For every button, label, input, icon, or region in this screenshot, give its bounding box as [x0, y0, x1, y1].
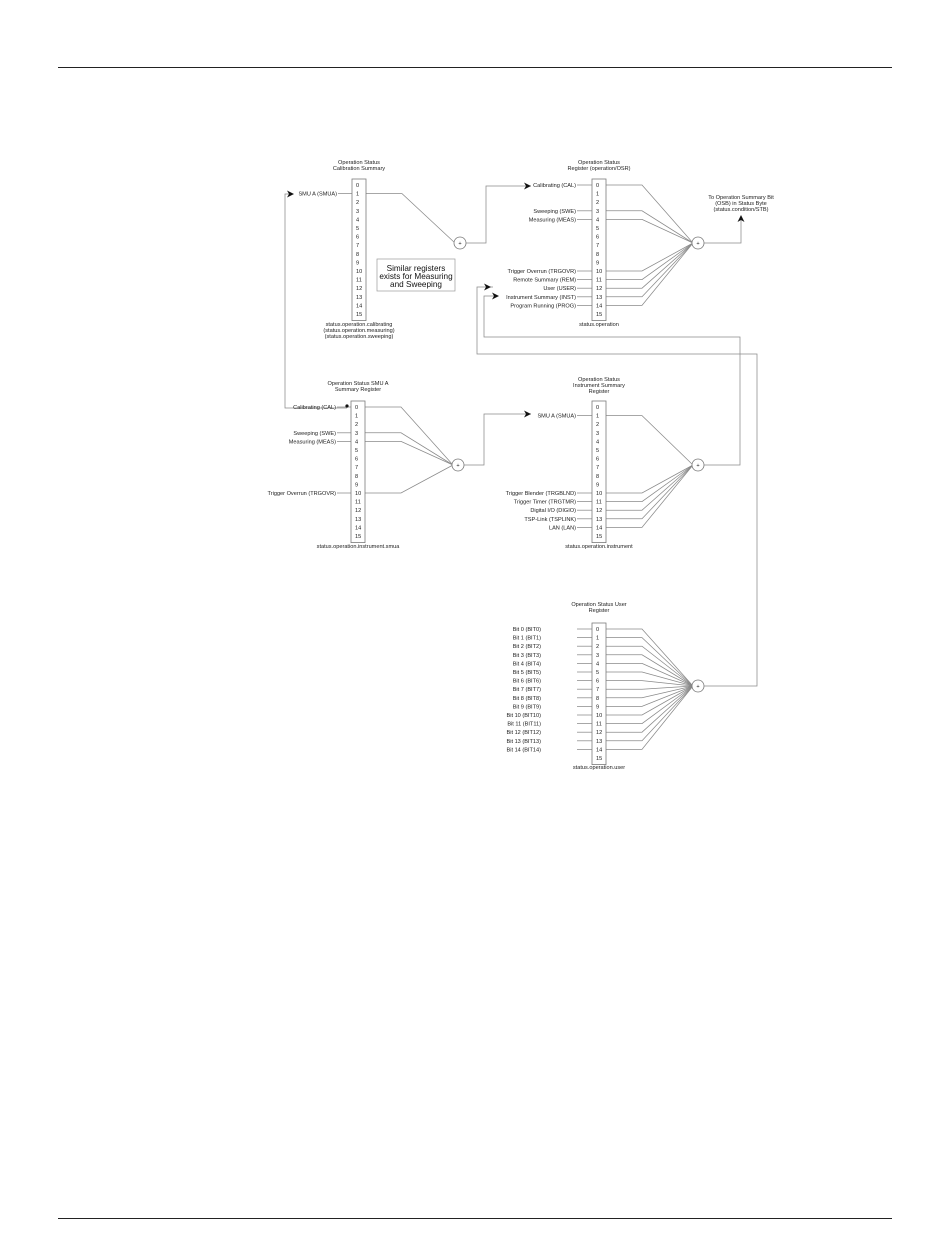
output-label-line: To Operation Summary Bit	[708, 195, 774, 201]
bit-number: 15	[596, 312, 603, 318]
smua-to-instrument-wire	[464, 414, 531, 465]
summary-symbol: +	[696, 684, 700, 690]
bit-number: 5	[355, 448, 359, 454]
input-label: Bit 10 (BIT10)	[506, 713, 541, 719]
input-label: Program Running (PROG)	[510, 303, 576, 310]
input-label: Bit 12 (BIT12)	[506, 730, 541, 737]
input-label: Remote Summary (REM)	[513, 277, 576, 284]
input-label: Calibrating (CAL)	[533, 183, 576, 189]
register-title: Register (operation/OSR)	[567, 166, 631, 172]
bit-to-summary-wire	[365, 441, 453, 465]
bit-to-summary-wire	[606, 686, 693, 724]
register-title: Summary Register	[334, 387, 382, 393]
bit-number: 15	[596, 534, 603, 540]
bit-number: 15	[356, 312, 363, 318]
input-label: Calibrating (CAL)	[293, 405, 336, 411]
bit-to-summary-wire	[606, 211, 693, 243]
register-user	[506, 602, 704, 771]
bit-number: 0	[356, 183, 360, 189]
bit-number: 11	[596, 721, 602, 728]
bit-number: 3	[596, 652, 600, 659]
input-label: Bit 6 (BIT6)	[512, 678, 541, 685]
bit-number: 0	[596, 183, 600, 189]
register-title: Register	[588, 608, 610, 614]
bit-number: 9	[596, 482, 600, 489]
bit-number: 14	[596, 303, 603, 310]
register-title: Instrument Summary	[573, 383, 625, 389]
register-caption: status.operation.instrument.smua	[316, 544, 400, 550]
input-label: Bit 8 (BIT8)	[512, 695, 541, 702]
register-title: Calibration Summary	[332, 166, 386, 172]
bit-to-summary-wire	[606, 686, 693, 732]
register-title: Operation Status	[338, 160, 380, 166]
bit-number: 1	[596, 191, 600, 198]
input-label: Bit 5 (BIT5)	[512, 670, 541, 676]
input-label: Sweeping (SWE)	[293, 430, 336, 437]
bit-number: 6	[596, 678, 600, 685]
bit-number: 8	[596, 695, 600, 702]
bit-number: 2	[596, 422, 600, 429]
bit-number: 7	[596, 243, 600, 250]
bit-to-summary-wire	[606, 185, 693, 243]
input-label: Bit 13 (BIT13)	[506, 738, 541, 745]
bit-number: 11	[596, 499, 602, 506]
bit-number: 15	[596, 756, 603, 762]
bit-number: 10	[596, 713, 603, 719]
output-label	[708, 195, 774, 213]
similar-registers-note	[377, 259, 455, 291]
register-caption: (status.operation.sweeping)	[324, 334, 394, 340]
register-instrument-summary	[506, 377, 704, 550]
bit-number: 14	[596, 747, 603, 754]
input-label: Bit 4 (BIT4)	[512, 661, 541, 668]
summary-symbol: +	[696, 241, 700, 247]
register-blocks	[268, 160, 704, 771]
bit-number: 15	[355, 534, 362, 540]
bit-number: 12	[596, 286, 603, 293]
bit-to-summary-wire	[606, 243, 693, 280]
input-label: Measuring (MEAS)	[288, 439, 336, 446]
bit-number: 7	[355, 465, 359, 472]
summary-symbol: +	[456, 463, 460, 469]
input-label: Trigger Blender (TRGBLND)	[505, 491, 576, 497]
bit-number: 13	[596, 516, 603, 523]
bit-number: 7	[356, 243, 360, 250]
bit-number: 10	[596, 269, 603, 275]
bit-number: 8	[355, 473, 359, 480]
bit-number: 4	[596, 217, 600, 224]
bit-to-summary-wire	[606, 686, 693, 741]
bit-number: 3	[596, 208, 600, 215]
bit-number: 14	[596, 525, 603, 532]
bit-number: 5	[356, 226, 360, 232]
input-label: Bit 1 (BIT1)	[512, 635, 541, 642]
input-label: Bit 11 (BIT11)	[507, 721, 541, 728]
bit-to-summary-wire	[606, 243, 693, 297]
bit-number: 9	[596, 260, 600, 267]
bit-to-summary-wire	[606, 681, 693, 686]
junction-dot	[345, 404, 348, 407]
input-label: Instrument Summary (INST)	[506, 294, 576, 301]
bit-number: 3	[596, 430, 600, 437]
note-line: Similar registers	[386, 264, 446, 273]
smua-cal-feedback-wire	[285, 191, 347, 408]
bit-number: 5	[596, 226, 600, 232]
bit-number: 6	[355, 456, 359, 463]
bit-number: 9	[355, 482, 359, 489]
bit-number: 9	[596, 704, 600, 711]
bit-number: 7	[596, 465, 600, 472]
bit-number: 8	[596, 473, 600, 480]
input-label: User (USER)	[543, 286, 576, 293]
note-line: and Sweeping	[390, 280, 442, 289]
bit-number: 4	[596, 661, 600, 668]
bit-number: 5	[596, 448, 600, 454]
bit-number: 12	[355, 508, 362, 515]
bit-number: 1	[596, 635, 600, 642]
bit-number: 8	[596, 251, 600, 258]
register-title: Operation Status	[578, 377, 620, 383]
bit-number: 2	[596, 200, 600, 207]
input-label: SMU A (SMUA)	[298, 191, 337, 198]
summary-symbol: +	[458, 241, 462, 247]
bit-to-summary-wire	[606, 465, 693, 519]
bit-number: 10	[596, 491, 603, 497]
bit-number: 1	[356, 191, 360, 198]
bit-number: 11	[355, 499, 361, 506]
register-title: Operation Status SMU A	[327, 381, 389, 387]
input-label: Trigger Timer (TRGTMR)	[513, 499, 576, 506]
input-label: LAN (LAN)	[548, 525, 576, 532]
bit-number: 10	[356, 269, 363, 275]
bit-number: 11	[596, 277, 602, 284]
bit-number: 1	[596, 413, 600, 420]
summary-symbol: +	[696, 463, 700, 469]
input-label: Bit 0 (BIT0)	[512, 627, 541, 633]
bit-number: 4	[596, 439, 600, 446]
bit-number: 0	[596, 405, 600, 411]
bit-number: 0	[596, 627, 600, 633]
register-smua-summary	[268, 381, 464, 550]
bit-to-summary-wire	[365, 407, 453, 465]
bit-number: 3	[356, 208, 360, 215]
output-label-line: (status.condition/STB)	[713, 207, 769, 213]
bit-to-summary-wire	[606, 219, 693, 243]
bit-to-summary-wire	[606, 416, 693, 465]
bit-to-summary-wire	[366, 194, 455, 243]
bit-number: 12	[596, 508, 603, 515]
input-label: TSP-Link (TSPLINK)	[524, 516, 576, 523]
input-label: Bit 3 (BIT3)	[512, 652, 541, 659]
input-label: Bit 14 (BIT14)	[506, 747, 541, 754]
bit-number: 6	[356, 234, 360, 241]
output-label-line: (OSB) in Status Byte	[715, 201, 767, 207]
input-label: Bit 7 (BIT7)	[512, 687, 541, 694]
register-cal-summary	[298, 160, 466, 340]
register-caption: status.operation.user	[572, 765, 626, 771]
bit-number: 14	[355, 525, 362, 532]
bit-number: 13	[356, 294, 363, 301]
bit-number: 11	[356, 277, 362, 284]
input-label: Trigger Overrun (TRGOVR)	[507, 269, 576, 275]
input-label: Bit 9 (BIT9)	[512, 704, 541, 711]
bit-number: 8	[356, 251, 360, 258]
register-operation	[506, 160, 704, 328]
bit-number: 4	[355, 439, 359, 446]
bit-number: 14	[356, 303, 363, 310]
register-caption: status.operation.calibrating	[325, 322, 393, 328]
bit-number: 6	[596, 456, 600, 463]
register-title: Operation Status	[578, 160, 620, 166]
note-line: exists for Measuring	[379, 272, 453, 281]
bit-number: 2	[356, 200, 360, 207]
bit-number: 0	[355, 405, 359, 411]
bit-to-summary-wire	[365, 465, 453, 493]
bit-number: 6	[596, 234, 600, 241]
bit-number: 2	[355, 422, 359, 429]
bit-to-summary-wire	[365, 433, 453, 465]
bit-number: 10	[355, 491, 362, 497]
bit-to-summary-wire	[606, 638, 693, 686]
register-caption: (status.operation.measuring)	[323, 328, 395, 334]
register-title: Register	[588, 389, 610, 395]
input-label: Bit 2 (BIT2)	[512, 644, 541, 651]
register-caption: status.operation	[579, 322, 619, 328]
bit-to-summary-wire	[606, 465, 693, 502]
register-title: Operation Status User	[571, 602, 627, 608]
operation-output-wire	[704, 217, 741, 243]
bit-number: 13	[596, 738, 603, 745]
input-label: Measuring (MEAS)	[528, 217, 576, 224]
register-caption: status.operation.instrument	[565, 544, 633, 550]
bit-number: 1	[355, 413, 359, 420]
bit-number: 2	[596, 644, 600, 651]
bit-number: 12	[596, 730, 603, 737]
bit-number: 9	[356, 260, 360, 267]
bit-number: 13	[596, 294, 603, 301]
bit-number: 13	[355, 516, 362, 523]
bit-number: 12	[356, 286, 363, 293]
bit-number: 5	[596, 670, 600, 676]
bit-number: 4	[356, 217, 360, 224]
input-label: Trigger Overrun (TRGOVR)	[267, 491, 336, 497]
input-label: SMU A (SMUA)	[537, 413, 576, 420]
input-label: Sweeping (SWE)	[533, 208, 576, 215]
cal-to-operation-wire	[466, 186, 531, 243]
input-label: Digital I/O (DIGIO)	[530, 508, 576, 515]
bit-number: 3	[355, 430, 359, 437]
bit-number: 7	[596, 687, 600, 694]
